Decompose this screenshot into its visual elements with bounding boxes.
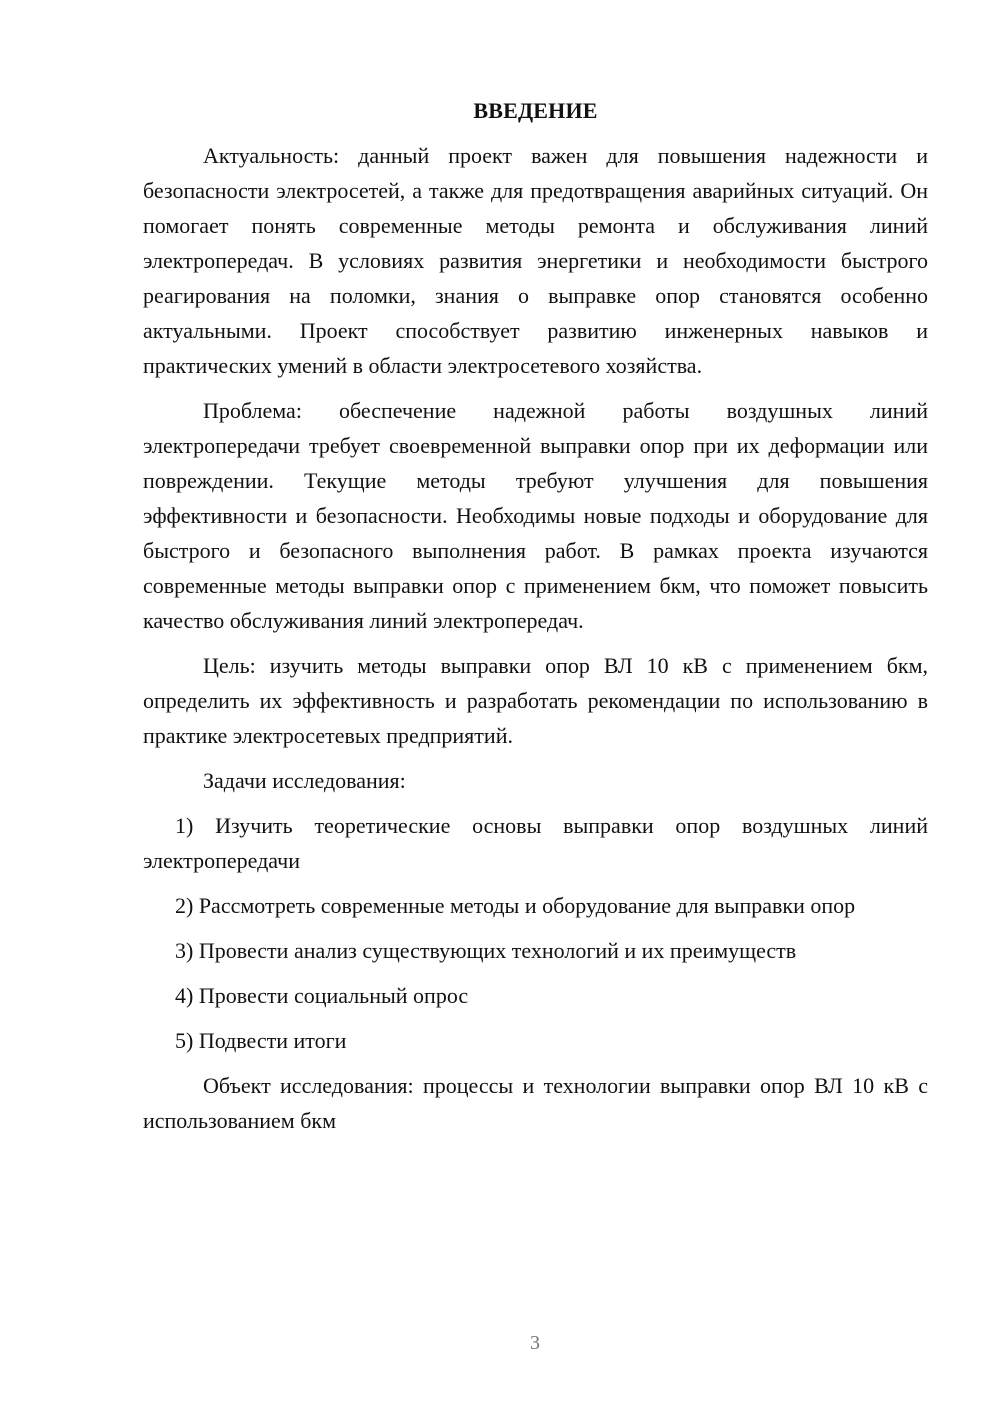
document-body [143, 93, 928, 1148]
task-item-4: 4) Провести социальный опрос [175, 983, 469, 1008]
task-item-2: 2) Рассмотреть современные методы и оборудование для выправки опор [175, 893, 856, 918]
paragraph-problem: Проблема: обеспечение надежной работы воздушных линий электропередачи требует своевременной выправки опор при их деформации или повреждении. Текущие методы требуют улучшения для повышения эффективности и безопасности. Необходимы новые подходы и оборудование для быстрого и безопасного выполнения работ. В рамках проекта изучаются современные методы выправки опор с применением бкм, что поможет повысить качество обслуживания линий электропередач. [143, 398, 928, 633]
paragraph-goal: Цель: изучить методы выправки опор ВЛ 10 кВ с применением бкм, определить их эффективность и разработать рекомендации по использованию в практике электросетевых предприятий. [143, 653, 928, 748]
paragraph-relevance: Актуальность: данный проект важен для повышения надежности и безопасности электросетей, а также для предотвращения аварийных ситуаций. Он помогает понять современные методы ремонта и обслуживания линий электропередач. В условиях развития энергетики и необходимости быстрого реагирования на поломки, знания о выправке опор становятся особенно актуальными. Проект способствует развитию инженерных навыков и практических умений в области электросетевого хозяйства. [143, 143, 928, 378]
page-number: 3 [530, 1332, 540, 1354]
paragraph-object: Объект исследования: процессы и технологии выправки опор ВЛ 10 кВ с использованием бкм [143, 1073, 928, 1133]
tasks-heading: Задачи исследования: [203, 768, 406, 793]
section-title: ВВЕДЕНИЕ [473, 98, 598, 123]
task-item-5: 5) Подвести итоги [175, 1028, 347, 1053]
task-item-1: 1) Изучить теоретические основы выправки опор воздушных линий электропередачи [143, 813, 928, 873]
task-item-3: 3) Провести анализ существующих технологий и их преимуществ [175, 938, 797, 963]
